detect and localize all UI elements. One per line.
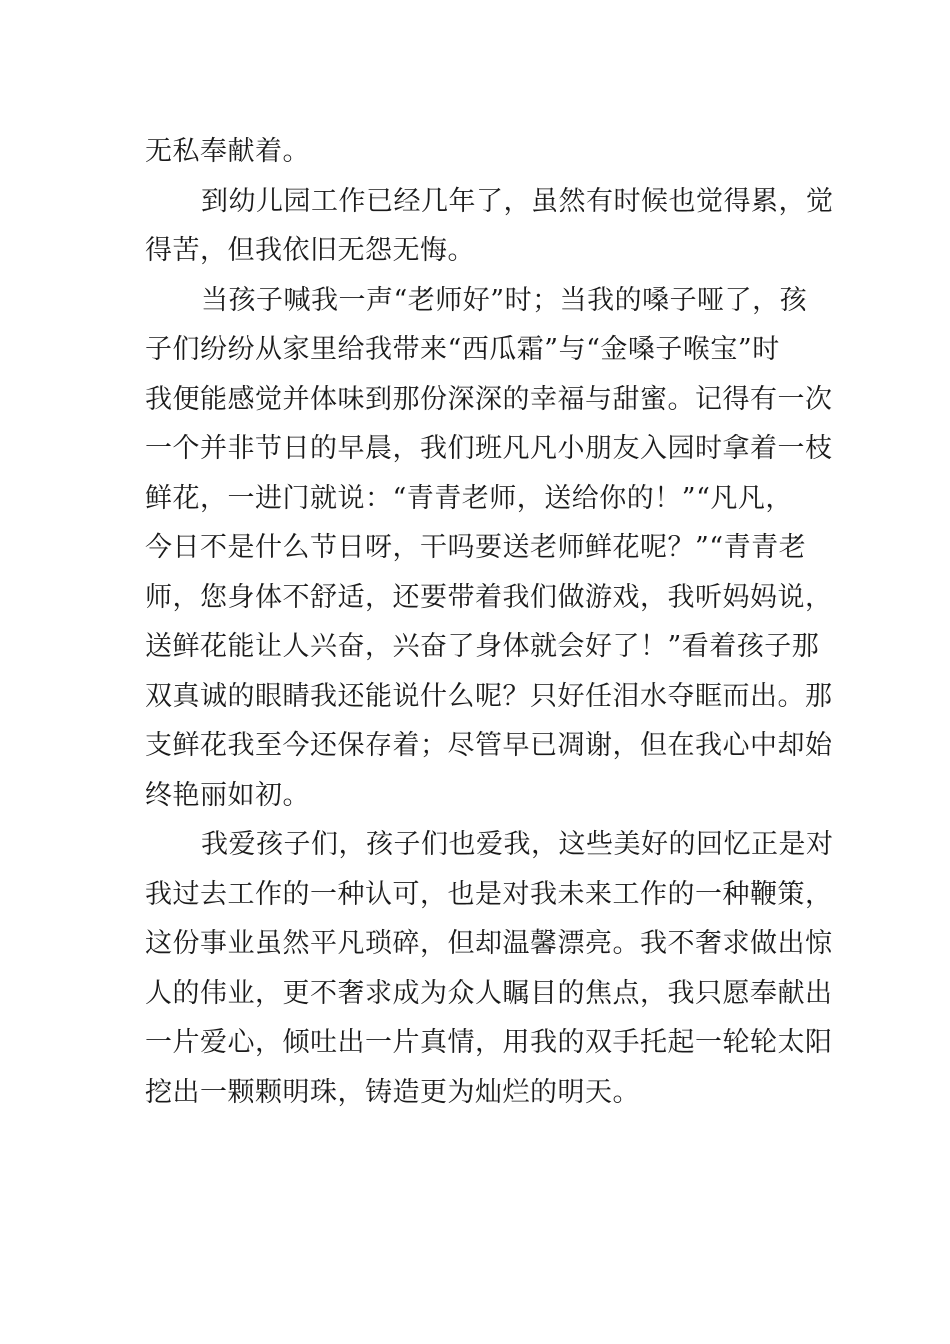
text-line: 送鲜花能让人兴奋，兴奋了身体就会好了！”看着孩子那 (145, 631, 820, 662)
text-line: 双真诚的眼睛我还能说什么呢？只好任泪水夺眶而出。那 (145, 680, 833, 712)
text-line: 得苦，但我依旧无怨无悔。 (145, 235, 475, 266)
text-line: 当孩子喊我一声“老师好”时；当我的嗓子哑了，孩 (201, 284, 808, 316)
document-body (145, 127, 834, 1117)
text-line: 我爱孩子们，孩子们也爱我，这些美好的回忆正是对 (201, 829, 834, 860)
text-line: 人的伟业，更不奢求成为众人瞩目的焦点，我只愿奉献出 (145, 977, 833, 1009)
text-line: 一个并非节日的早晨，我们班凡凡小朋友入园时拿着一枝 (145, 433, 833, 464)
text-line: 挖出一颗颗明珠，铸造更为灿烂的明天。 (145, 1076, 640, 1108)
text-line: 这份事业虽然平凡琐碎，但却温馨漂亮。我不奢求做出惊 (145, 928, 833, 959)
text-line: 终艳丽如初。 (145, 779, 310, 811)
text-line: 无私奉献着。 (145, 136, 310, 167)
text-line: 今日不是什么节日呀，干吗要送老师鲜花呢？”“青青老 (145, 532, 807, 563)
text-line: 一片爱心，倾吐出一片真情，用我的双手托起一轮轮太阳 (145, 1027, 833, 1058)
text-line: 师，您身体不舒适，还要带着我们做游戏，我听妈妈说， (145, 581, 833, 613)
text-line: 到幼儿园工作已经几年了，虽然有时候也觉得累，觉 (201, 185, 834, 217)
text-line: 支鲜花我至今还保存着；尽管早已凋谢，但在我心中却始 (145, 730, 833, 761)
text-line: 我便能感觉并体味到那份深深的幸福与甜蜜。记得有一次 (145, 383, 833, 415)
text-line: 鲜花，一进门就说：“青青老师，送给你的！”“凡凡， (145, 482, 793, 514)
text-line: 我过去工作的一种认可，也是对我未来工作的一种鞭策， (145, 878, 833, 910)
text-line: 子们纷纷从家里给我带来“西瓜霜”与“金嗓子喉宝”时 (145, 334, 780, 365)
